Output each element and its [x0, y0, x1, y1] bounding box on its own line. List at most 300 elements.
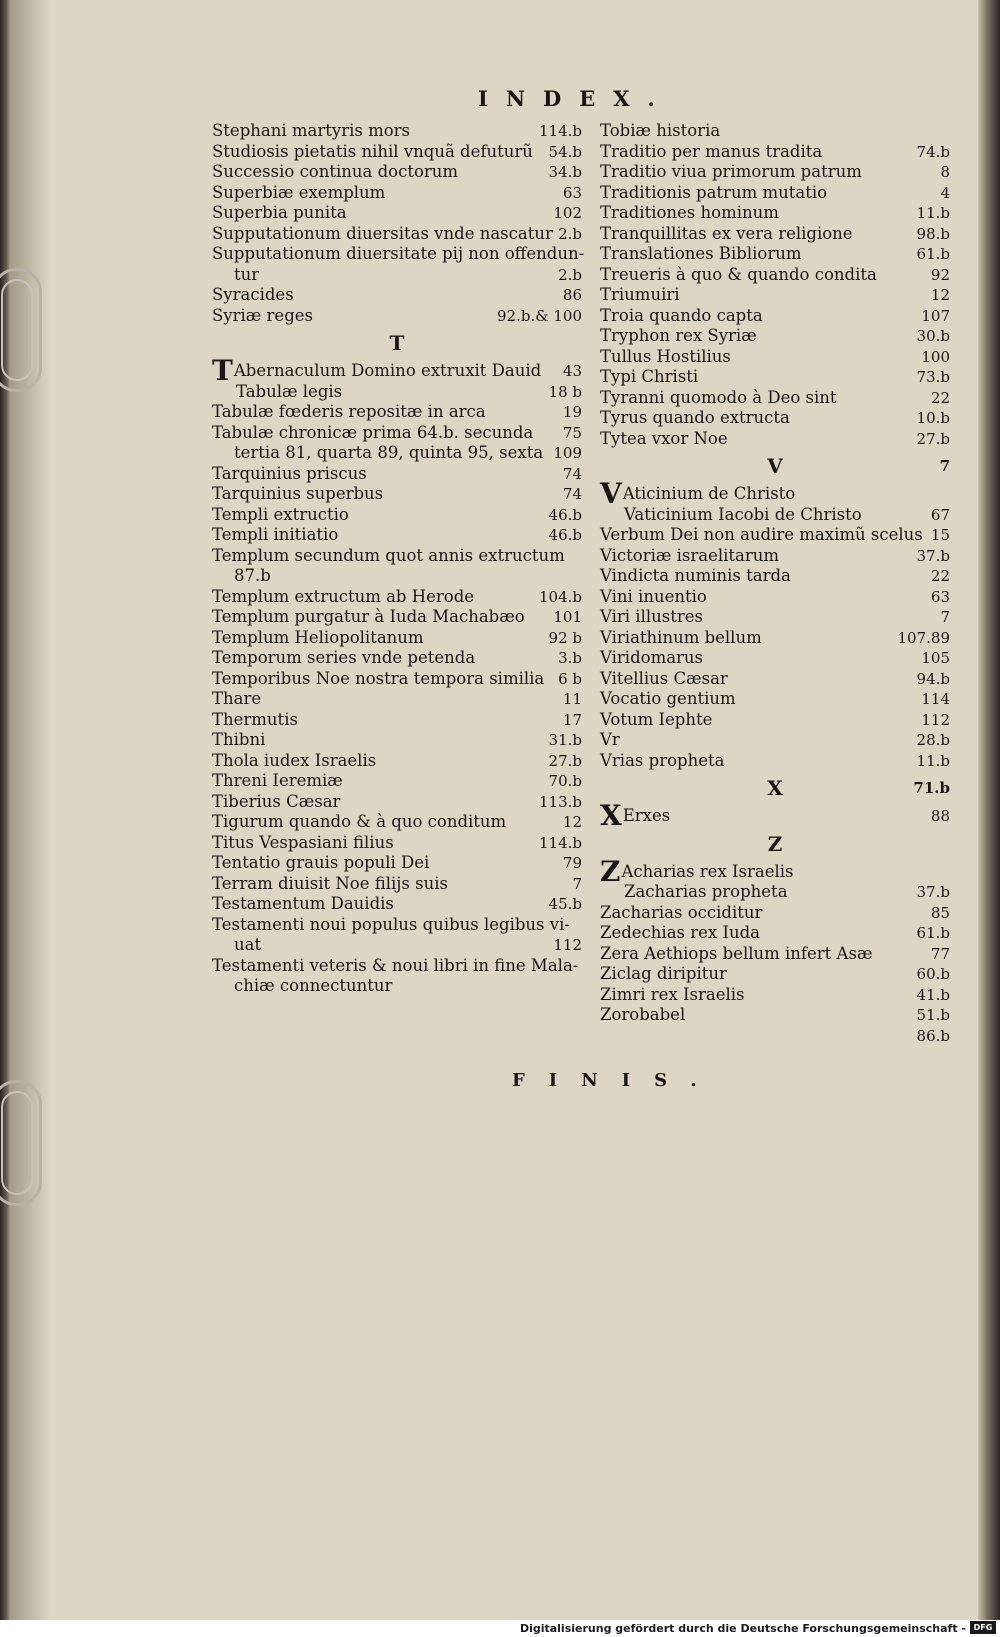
index-term: [600, 903, 762, 924]
index-ref: 45.b: [548, 895, 582, 913]
index-term-text: Vaticinium Iacobi de Christo: [624, 504, 862, 524]
index-term: [212, 812, 506, 833]
index-entry: [600, 546, 950, 567]
index-entry: [600, 648, 950, 669]
index-entry: [600, 882, 950, 903]
index-ref: 8: [940, 163, 950, 181]
index-term: [624, 882, 788, 903]
index-term-text: Syriæ reges: [212, 305, 313, 325]
index-ref: 51.b: [916, 1006, 950, 1024]
index-term: [212, 669, 544, 690]
index-term-text: Testamenti veteris & noui libri in fine Mala-: [212, 955, 579, 975]
index-term-text: Zera Aethiops bellum infert Asæ: [600, 943, 873, 963]
paper-clip-icon: [0, 1080, 42, 1206]
index-term: [600, 710, 712, 731]
index-column-right: [600, 121, 950, 1046]
index-entry: [600, 964, 950, 985]
index-entry: [600, 505, 950, 526]
index-term-text: Testamentum Dauidis: [212, 894, 394, 913]
drop-cap: X: [600, 799, 622, 832]
index-entry: [212, 306, 582, 327]
index-entry: [212, 669, 582, 690]
index-entry: [600, 142, 950, 163]
index-entry: [600, 1005, 950, 1026]
index-term-text: Erxes: [622, 806, 671, 825]
index-ref: 100: [921, 347, 950, 366]
index-term: [600, 224, 853, 245]
index-entry: [600, 566, 950, 587]
index-ref: 28.b: [916, 731, 950, 749]
index-term: [234, 976, 392, 997]
index-ref: 86.b: [916, 1026, 950, 1045]
section-letter: [600, 771, 950, 806]
index-term: [212, 354, 542, 387]
index-ref: 79: [562, 854, 582, 872]
index-entry: [212, 710, 582, 731]
index-term-text: Templum secundum quot annis extructum: [212, 545, 565, 565]
index-term-text: Aticinium de Christo: [622, 484, 796, 503]
section-letter-text: X: [767, 776, 783, 800]
index-entry: [600, 669, 950, 690]
index-term-text: Vindicta numinis tarda: [600, 566, 791, 585]
index-term: [212, 224, 553, 245]
index-term: [212, 689, 261, 710]
index-term-text: Zimri rex Israelis: [600, 984, 745, 1004]
index-entry: [600, 730, 950, 751]
index-term: [212, 525, 338, 546]
index-entry: [600, 183, 950, 204]
index-term-text: Thermutis: [212, 709, 298, 729]
index-ref: 74.b: [916, 142, 950, 161]
index-term-text: Traditio viua primorum patrum: [600, 162, 862, 181]
index-term: [212, 162, 458, 183]
index-entry: [212, 853, 582, 874]
index-ref: 92 b: [548, 628, 582, 647]
index-ref: 46.b: [548, 505, 582, 524]
index-entry: [600, 710, 950, 731]
index-ref: 74: [562, 485, 582, 503]
index-term-text: Troia quando capta: [600, 305, 763, 325]
index-term-text: Testamenti noui populus quibus legibus vi-: [212, 914, 570, 934]
index-entry: [212, 874, 582, 895]
index-term: [212, 285, 294, 306]
index-entry: [600, 388, 950, 409]
index-ref: 22: [930, 567, 950, 585]
index-term-text: chiæ connectuntur: [234, 976, 393, 995]
section-letter-text: T: [389, 331, 405, 355]
index-entry: [212, 689, 582, 710]
index-term-text: Tarquinius superbus: [212, 484, 384, 503]
index-term: [212, 142, 533, 163]
index-entry: [600, 306, 950, 327]
index-term: [236, 382, 342, 403]
index-ref: 112: [921, 710, 950, 729]
index-entry: [212, 183, 582, 204]
index-term: [600, 285, 680, 306]
section-letter: [600, 449, 950, 484]
index-term: [600, 628, 762, 649]
index-entry: [600, 944, 950, 965]
index-entry: [212, 525, 582, 546]
index-term: [212, 505, 349, 526]
index-term-text: Traditiones hominum: [600, 203, 779, 222]
page-header: INDEX.: [478, 86, 673, 111]
index-ref: 2.b: [558, 224, 582, 243]
index-entry: [600, 923, 950, 944]
index-ref: 60.b: [916, 965, 950, 983]
index-entry: [600, 854, 950, 888]
finis-label: FINIS.: [512, 1070, 721, 1091]
index-entry: [212, 142, 582, 163]
index-term: [212, 464, 367, 485]
index-ref: 2.b: [558, 265, 582, 284]
index-ref: 43: [562, 362, 582, 380]
index-entry: [212, 833, 582, 854]
index-entry: [600, 285, 950, 306]
index-term: [600, 203, 779, 224]
index-ref: 17: [562, 710, 582, 729]
index-term-text: Templi initiatio: [212, 525, 339, 544]
index-entry: [600, 985, 950, 1006]
index-term: [600, 964, 727, 985]
index-term: [600, 730, 620, 751]
index-term-text: Studiosis pietatis nihil vnquã defuturũ: [212, 141, 533, 161]
index-term-text: Votum Iephte: [600, 709, 713, 729]
index-ref: 61.b: [916, 924, 950, 942]
index-entry: [600, 347, 950, 368]
index-entry: [212, 546, 582, 567]
index-term-text: Tytea vxor Noe: [600, 428, 728, 448]
index-entry: [212, 587, 582, 608]
page-edge: [978, 0, 1000, 1620]
index-ref: 109: [553, 444, 582, 462]
index-term-text: Victoriæ israelitarum: [600, 545, 780, 565]
index-term: [600, 162, 862, 183]
index-entry: [212, 203, 582, 224]
index-ref: 46.b: [548, 526, 582, 544]
index-entry: [212, 566, 582, 587]
index-term: [600, 607, 703, 628]
index-term: [212, 244, 584, 265]
index-term-text: Temporibus Noe nostra tempora similia: [212, 668, 545, 688]
index-term-text: Supputationum diuersitate pij non offendun-: [212, 244, 585, 263]
page-shadow: [10, 0, 50, 1620]
index-entry: [600, 525, 950, 546]
index-term-text: Verbum Dei non audire maximũ scelus: [600, 525, 923, 544]
index-entry: [600, 203, 950, 224]
index-ref: 61.b: [916, 245, 950, 263]
index-ref: 70.b: [548, 772, 582, 790]
index-ref: 11.b: [916, 204, 950, 222]
index-term: [234, 265, 259, 286]
index-ref: 98.b: [916, 224, 950, 243]
index-term: [212, 546, 565, 567]
drop-cap: V: [600, 477, 622, 510]
index-entry: [600, 367, 950, 388]
index-entry: [212, 402, 582, 423]
index-term: [600, 751, 724, 772]
index-term: [600, 648, 703, 669]
index-ref: 3.b: [558, 649, 582, 667]
index-entry: [600, 326, 950, 347]
index-term-text: Translationes Bibliorum: [600, 244, 802, 263]
index-entry: [600, 1026, 950, 1047]
index-term: [600, 306, 763, 327]
index-ref: 104.b: [538, 587, 582, 606]
index-term-text: uat: [234, 935, 262, 954]
index-entry: [212, 771, 582, 792]
index-term: [212, 607, 525, 628]
index-term: [600, 265, 877, 286]
index-entry: [600, 587, 950, 608]
index-ref: 113.b: [538, 792, 582, 811]
index-entry: [600, 689, 950, 710]
index-entry: [212, 607, 582, 628]
index-ref: 31.b: [548, 731, 582, 749]
index-term: [212, 915, 570, 936]
paper-clip-icon: [0, 268, 42, 392]
drop-cap: Z: [600, 854, 621, 888]
index-term-text: Titus Vespasiani filius: [212, 832, 394, 852]
index-term: [234, 443, 543, 464]
index-term: [212, 402, 486, 423]
index-entry: [600, 244, 950, 265]
index-ref: 63: [562, 183, 582, 202]
index-term-text: Zorobabel: [600, 1005, 686, 1024]
dfg-logo: DFG: [970, 1621, 996, 1634]
index-ref: 74: [562, 464, 582, 483]
index-ref: 6 b: [558, 669, 582, 688]
index-term: [212, 874, 448, 895]
index-term: [212, 730, 265, 751]
index-ref: 105: [921, 649, 950, 667]
index-term-text: Tabulæ chronicæ prima 64.b. secunda: [212, 422, 534, 442]
index-entry: [600, 162, 950, 183]
dfg-credit: Digitalisierung gefördert durch die Deutsche Forschungsgemeinschaft -: [519, 1622, 966, 1635]
index-term-text: Acharias rex Israelis: [621, 861, 794, 881]
index-term-text: Zacharias occiditur: [600, 902, 763, 922]
index-term: [212, 710, 298, 731]
index-entry: [212, 894, 582, 915]
index-ref: 67: [930, 505, 950, 524]
index-term: [212, 203, 347, 224]
index-term-text: Templum Heliopolitanum: [212, 627, 424, 647]
index-term-text: Viridomarus: [600, 648, 704, 667]
index-entry: [212, 956, 582, 977]
book-binding: [0, 0, 10, 1620]
index-term-text: Vrias propheta: [600, 750, 725, 770]
index-term: [600, 669, 728, 690]
index-term: [600, 854, 794, 888]
index-entry: [212, 730, 582, 751]
index-entry: [600, 799, 950, 832]
index-term: [212, 587, 474, 608]
index-term-text: Tyrus quando extructa: [600, 408, 790, 427]
index-term: [600, 1005, 685, 1026]
index-term-text: Temporum series vnde petenda: [212, 648, 476, 667]
index-term: [600, 985, 745, 1006]
index-ref: 37.b: [916, 883, 950, 901]
index-term-text: Tentatio grauis populi Dei: [212, 853, 430, 872]
index-ref: 85: [930, 903, 950, 922]
index-ref: 30.b: [916, 327, 950, 345]
index-term: [600, 367, 698, 388]
index-term: [600, 347, 731, 368]
index-entry: [212, 935, 582, 956]
index-term: [212, 484, 383, 505]
index-term: [600, 429, 728, 450]
index-term: [600, 689, 736, 710]
index-term-text: Zedechias rex Iuda: [600, 923, 760, 942]
index-term: [600, 408, 790, 429]
index-term: [600, 525, 923, 546]
index-term-text: Thibni: [212, 730, 266, 749]
index-ref: 12: [562, 813, 582, 831]
index-term: [600, 142, 822, 163]
index-entry: [212, 423, 582, 444]
index-ref: 41.b: [916, 985, 950, 1004]
index-term: [212, 956, 578, 977]
index-term-text: Superbia punita: [212, 203, 347, 222]
index-term-text: Successio continua doctorum: [212, 162, 459, 181]
index-term-text: Vocatio gentium: [600, 689, 736, 708]
index-term: [212, 771, 343, 792]
index-term-text: Superbiæ exemplum: [212, 182, 386, 202]
index-entry: [212, 121, 582, 142]
index-entry: [600, 224, 950, 245]
index-term-text: Stephani martyris mors: [212, 121, 411, 140]
index-term-text: Supputationum diuersitas vnde nascatur: [212, 223, 553, 243]
index-term-text: tertia 81, quarta 89, quinta 95, sexta: [234, 443, 544, 462]
index-term-text: Tigurum quando & à quo conditum: [212, 812, 507, 831]
index-ref: 114.b: [538, 122, 582, 140]
index-entry: [212, 648, 582, 669]
index-entry: [600, 751, 950, 772]
index-entry: [212, 505, 582, 526]
index-term-text: Ziclag diripitur: [600, 964, 727, 983]
index-ref: 114: [921, 690, 950, 708]
index-ref: 22: [930, 388, 950, 407]
index-entry: [600, 903, 950, 924]
index-term-text: Templum extructum ab Herode: [212, 586, 475, 606]
index-term-text: Vitellius Cæsar: [600, 668, 728, 688]
index-ref: 11: [562, 690, 582, 708]
index-ref: 34.b: [548, 163, 582, 181]
index-term: [212, 751, 376, 772]
index-term: [212, 121, 410, 142]
index-ref: 107.89: [897, 628, 950, 647]
index-term: [600, 183, 827, 204]
index-term-text: Viriathinum bellum: [600, 627, 762, 647]
index-term-text: Terram diuisit Noe filijs suis: [212, 873, 448, 893]
index-term-text: Tyranni quomodo à Deo sint: [600, 387, 837, 407]
index-term-text: Thare: [212, 689, 262, 708]
index-ref: 54.b: [548, 142, 582, 161]
index-ref: 94.b: [916, 669, 950, 688]
index-term: [212, 833, 394, 854]
index-ref: 92: [930, 265, 950, 284]
index-term-text: Tobiæ historia: [600, 121, 721, 140]
index-ref: 4: [940, 183, 950, 202]
index-term: [212, 894, 394, 915]
index-ref: 92.b.& 100: [497, 306, 582, 325]
index-ref: 7: [939, 457, 950, 475]
index-ref: 15: [930, 526, 950, 544]
index-ref: 107: [921, 306, 950, 325]
index-ref: 114.b: [538, 833, 582, 852]
index-term: [234, 566, 271, 587]
index-entry: [600, 121, 950, 142]
index-ref: 11.b: [916, 751, 950, 770]
index-term: [600, 388, 837, 409]
index-term: [600, 326, 757, 347]
index-ref: 19: [562, 403, 582, 421]
index-term-text: Vini inuentio: [600, 586, 707, 606]
index-ref: 12: [930, 286, 950, 304]
index-entry: [212, 443, 582, 464]
index-entry: [600, 408, 950, 429]
index-term-text: Tryphon rex Syriæ: [600, 326, 757, 345]
index-entry: [212, 915, 582, 936]
index-term: [234, 935, 261, 956]
index-entry: [212, 382, 582, 403]
index-term: [212, 792, 340, 813]
index-term-text: Tranquillitas ex vera religione: [600, 223, 853, 243]
index-term-text: Triumuiri: [600, 285, 680, 304]
index-term: [600, 477, 796, 510]
index-term: [600, 244, 802, 265]
index-term-text: Tabulæ legis: [236, 381, 343, 401]
index-entry: [600, 429, 950, 450]
index-ref: 88: [930, 807, 950, 825]
index-entry: [212, 224, 582, 245]
index-term-text: Treueris à quo & quando condita: [600, 264, 877, 284]
index-term: [212, 628, 424, 649]
index-term: [600, 923, 760, 944]
index-ref: 71.b: [913, 779, 950, 797]
index-ref: 7: [940, 608, 950, 626]
index-entry: [600, 265, 950, 286]
index-term-text: Typi Christi: [600, 367, 699, 386]
index-term: [600, 121, 720, 142]
drop-cap: T: [212, 354, 233, 387]
section-letter-text: V: [767, 454, 783, 478]
index-entry: [212, 976, 582, 997]
index-term-text: Viri illustres: [600, 607, 703, 626]
index-term: [212, 648, 475, 669]
index-ref: 77: [930, 944, 950, 963]
index-ref: 73.b: [916, 368, 950, 386]
index-term-text: Threni Ieremiæ: [212, 771, 343, 790]
index-ref: 27.b: [916, 429, 950, 448]
index-term-text: Tabulæ fœderis repositæ in arca: [212, 402, 486, 421]
index-ref: 75: [562, 423, 582, 442]
index-term-text: 87.b: [234, 566, 271, 585]
index-term-text: Templum purgatur à Iuda Machabæo: [212, 607, 525, 626]
index-entry: [212, 354, 582, 387]
index-term: [600, 944, 872, 965]
index-entry: [212, 464, 582, 485]
index-term-text: Abernaculum Domino extruxit Dauid: [233, 361, 542, 380]
index-entry: [212, 244, 585, 265]
index-ref: 86: [562, 286, 582, 304]
index-entry: [212, 812, 582, 833]
index-ref: 7: [572, 874, 582, 893]
index-term-text: Thola iudex Israelis: [212, 750, 377, 770]
index-term-text: Syracides: [212, 285, 294, 304]
index-term: [212, 423, 533, 444]
section-letter-text: Z: [767, 831, 783, 856]
